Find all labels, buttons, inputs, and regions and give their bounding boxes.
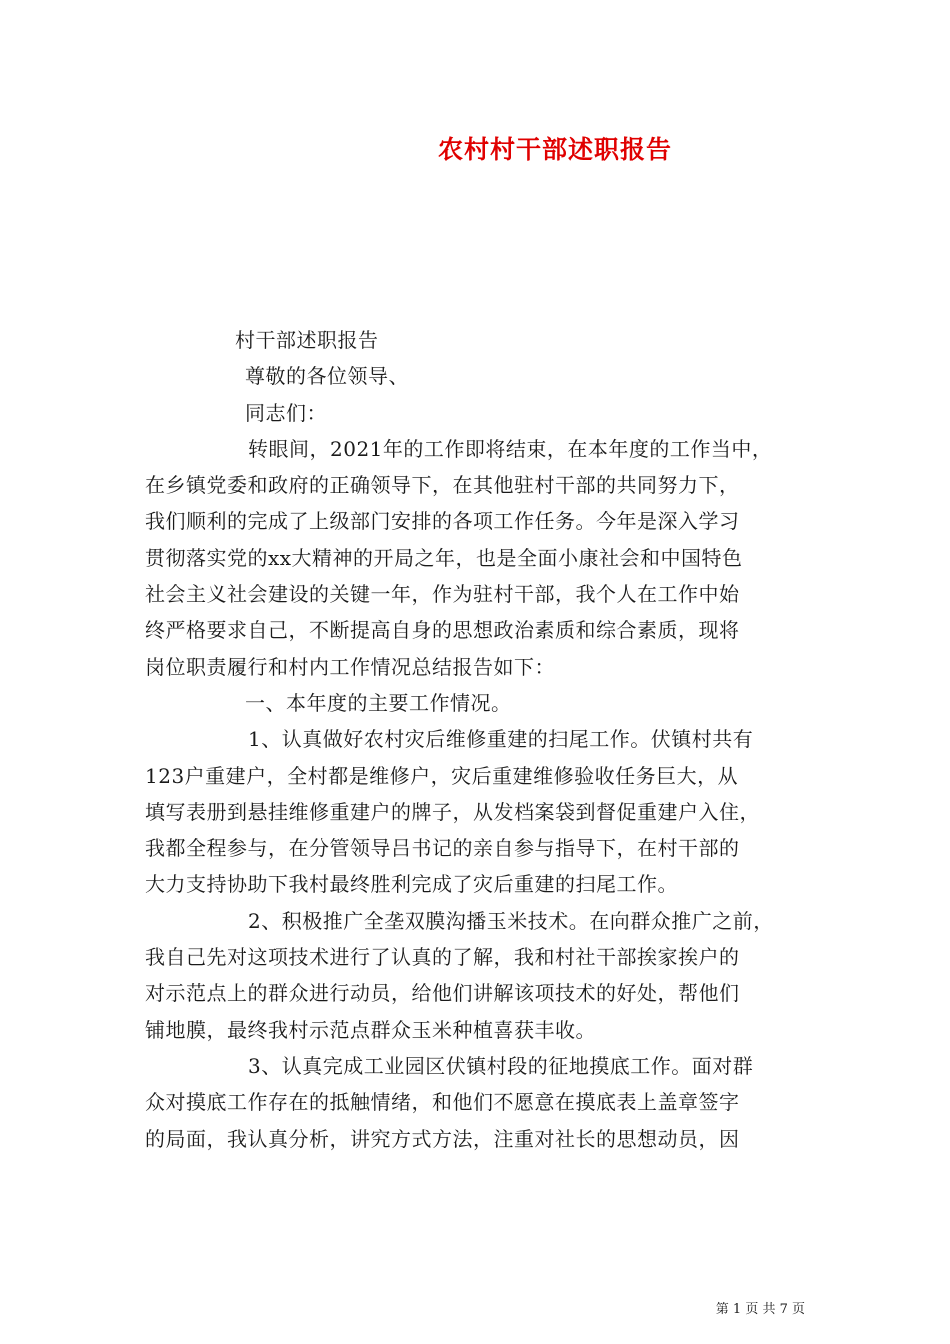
body-line: 铺地膜，最终我村示范点群众玉米种植喜获丰收。	[145, 1017, 596, 1042]
page-number-footer: 第 1 页 共 7 页	[715, 1302, 805, 1317]
body-line: 1、认真做好农村灾后维修重建的扫尾工作。伏镇村共有	[248, 727, 754, 752]
body-line: 岗位职责履行和村内工作情况总结报告如下：	[145, 654, 555, 679]
body-line: 3、认真完成工业园区伏镇村段的征地摸底工作。面对群	[248, 1053, 754, 1078]
body-line: 在乡镇党委和政府的正确领导下，在其他驻村干部的共同努力下，	[145, 473, 740, 498]
body-line: 123户重建户，全村都是维修户，灾后重建维修验收任务巨大，从	[145, 763, 739, 788]
body-line: 同志们：	[245, 400, 327, 425]
body-line: 村干部述职报告	[235, 328, 379, 352]
body-line: 填写表册到悬挂维修重建户的牌子，从发档案袋到督促重建户入住，	[145, 799, 760, 824]
document-title: 农村村干部述职报告	[437, 135, 672, 164]
body-line: 的局面，我认真分析，讲究方式方法，注重对社长的思想动员，因	[145, 1126, 740, 1151]
body-line: 社会主义社会建设的关键一年，作为驻村干部，我个人在工作中始	[145, 582, 740, 607]
body-line: 我自己先对这项技术进行了认真的了解，我和村社干部挨家挨户的	[145, 945, 740, 970]
body-line: 众对摸底工作存在的抵触情绪，和他们不愿意在摸底表上盖章签字	[145, 1090, 740, 1115]
body-line: 贯彻落实党的xx大精神的开局之年，也是全面小康社会和中国特色	[145, 545, 743, 570]
body-line: 对示范点上的群众进行动员，给他们讲解该项技术的好处，帮他们	[145, 981, 740, 1006]
document-body	[145, 322, 825, 1157]
body-line: 尊敬的各位领导、	[245, 364, 409, 389]
body-line: 2、积极推广全垄双膜沟播玉米技术。在向群众推广之前，	[248, 908, 774, 933]
body-line: 终严格要求自己，不断提高自身的思想政治素质和综合素质，现将	[145, 618, 740, 643]
body-line: 大力支持协助下我村最终胜利完成了灾后重建的扫尾工作。	[145, 872, 678, 897]
body-line: 一、本年度的主要工作情况。	[245, 690, 512, 715]
body-line: 转眼间，2021年的工作即将结束，在本年度的工作当中，	[248, 436, 773, 461]
body-line: 我都全程参与，在分管领导吕书记的亲自参与指导下，在村干部的	[145, 836, 740, 861]
body-line: 我们顺利的完成了上级部门安排的各项工作任务。今年是深入学习	[145, 509, 740, 534]
